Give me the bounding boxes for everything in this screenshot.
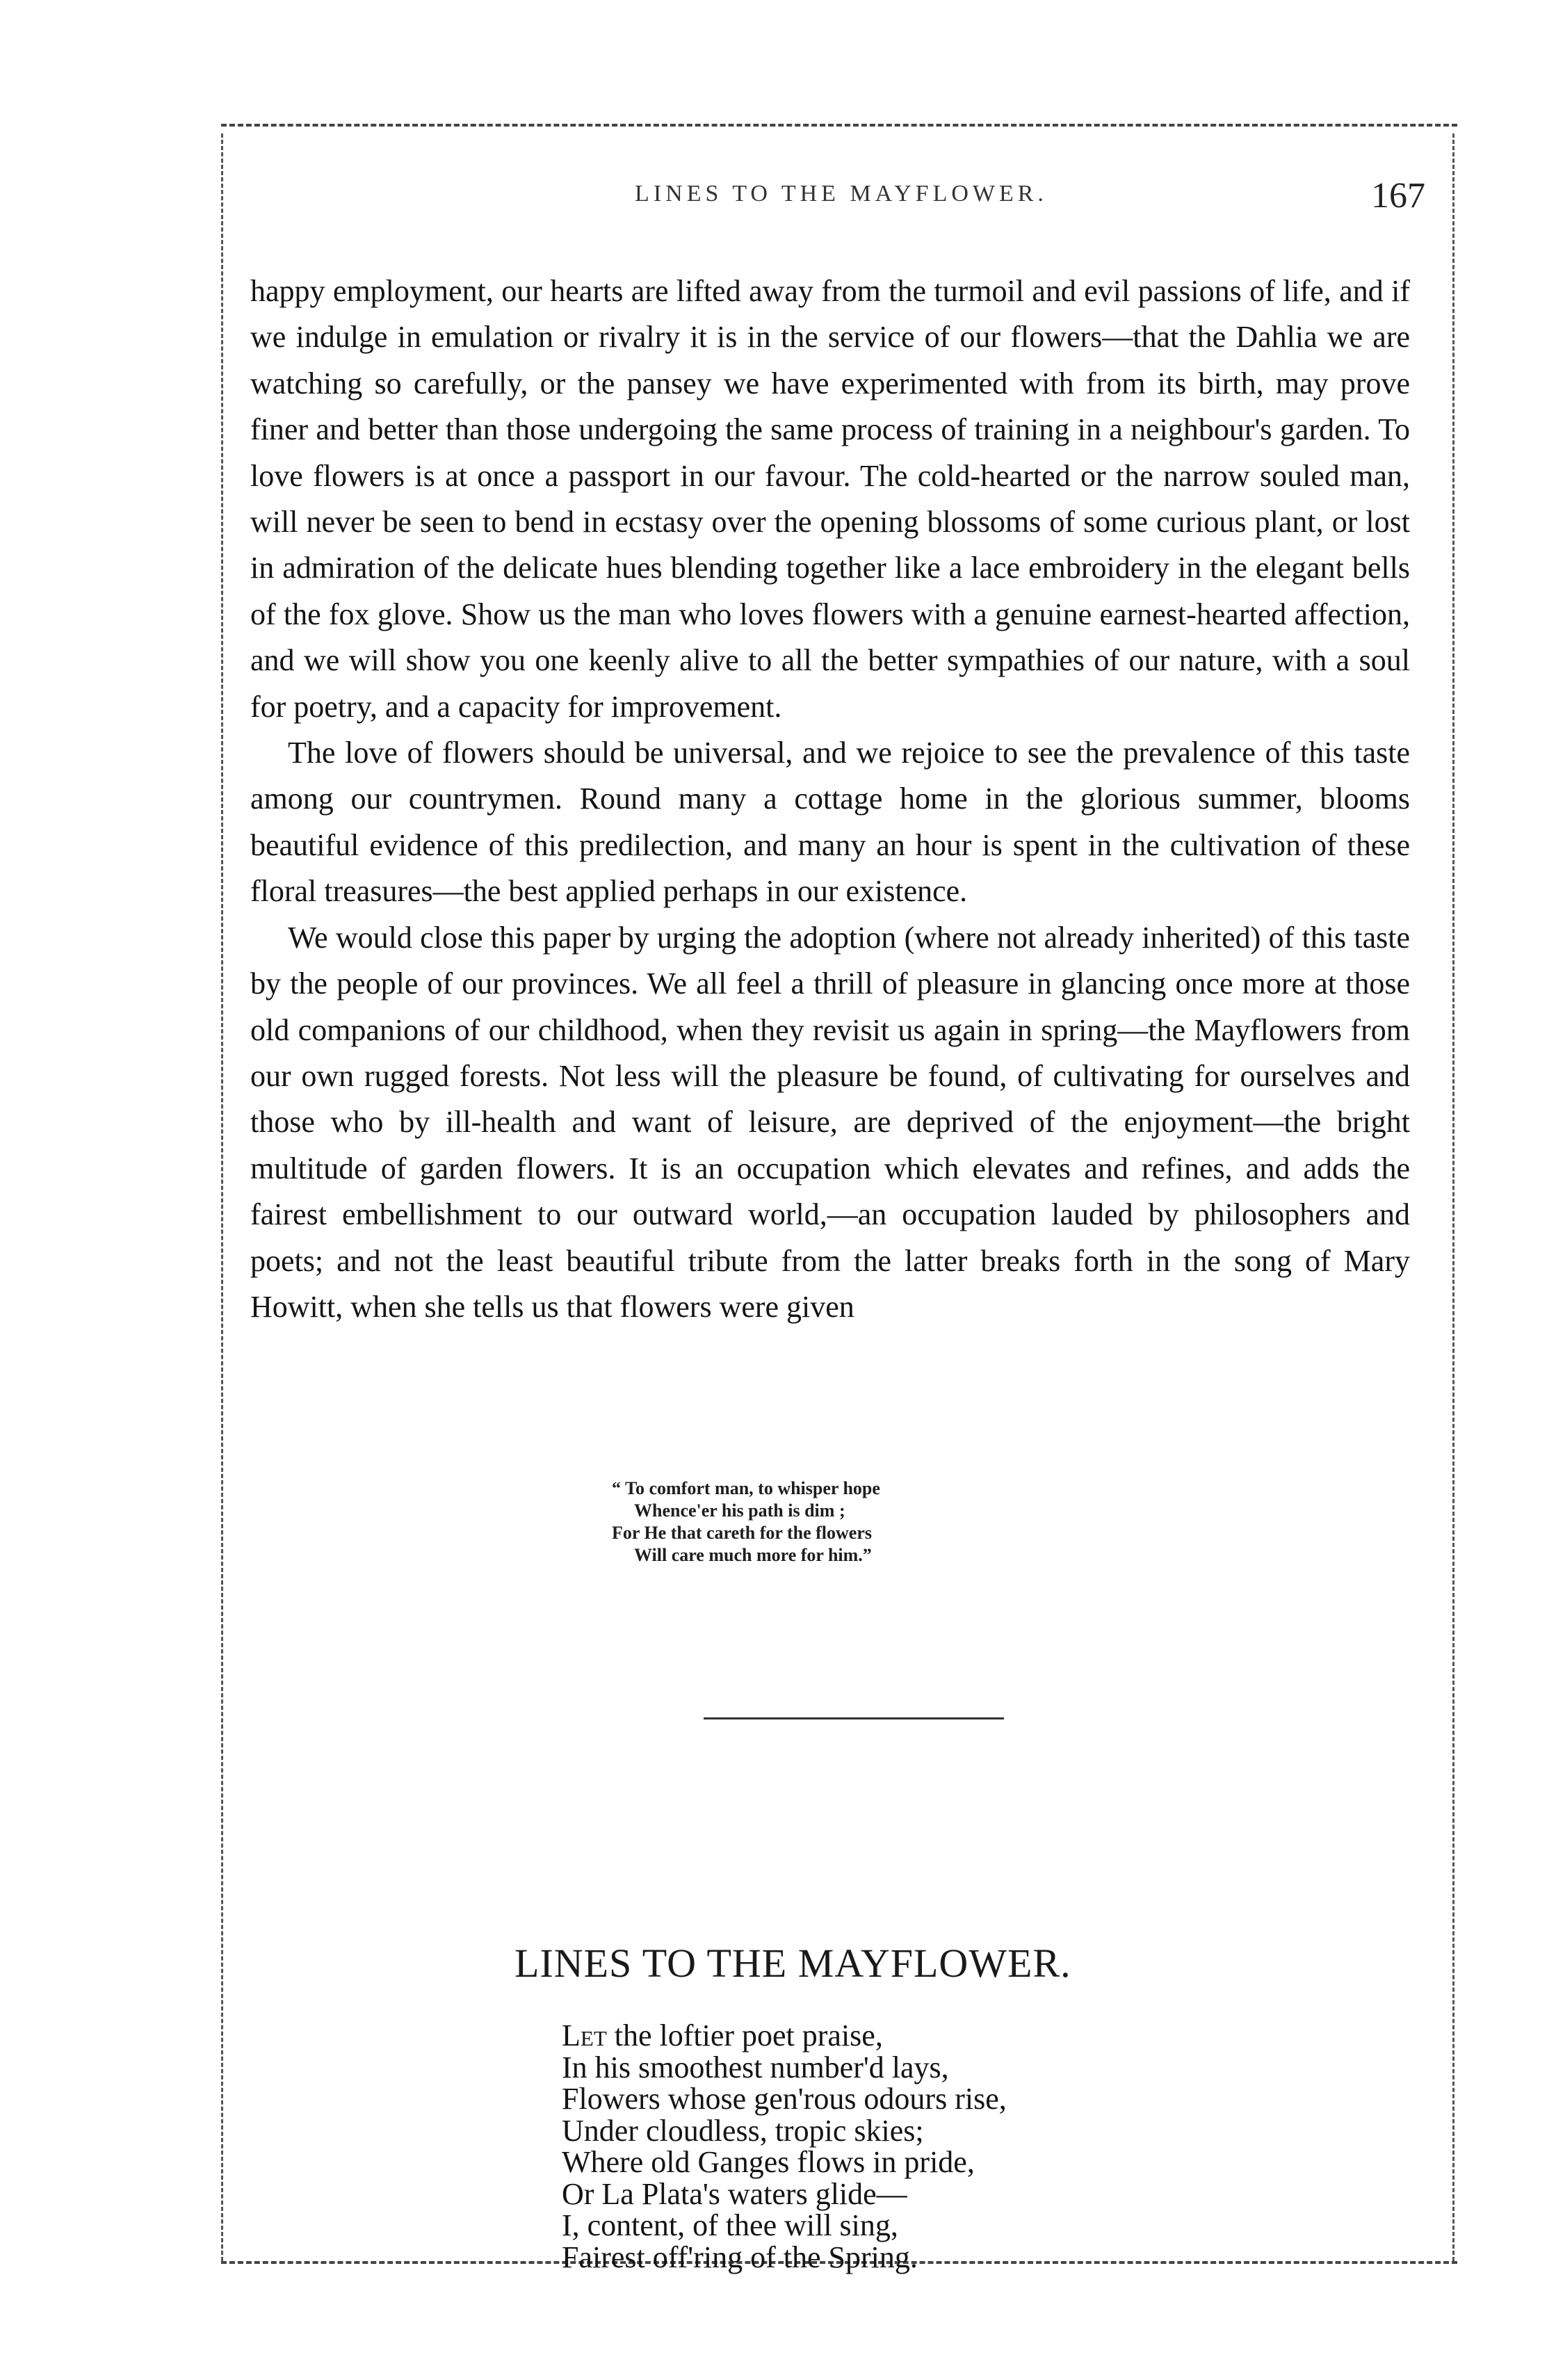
running-head: LINES TO THE MAYFLOWER. — [635, 181, 1048, 207]
paragraph-1: happy employment, our hearts are lifted away from the turmoil and evil passions of life, and if we indulge in emulation or rivalry it is in the service of our flowers—that the Dahlia we are watching so carefully, or the pansey we have experimented with from its birth, may prove finer and better than those undergoing the same process of training in a neighbour's garden. To love flowers is at once a passport in our favour. The cold-hearted or the narrow souled man, will never be seen to bend in ecstasy over the opening blossoms of some curious plant, or lost in admiration of the delicate hues blending together like a lace embroidery in the elegant bells of the fox glove. Show us the man who loves flowers with a genuine earnest-hearted affection, and we will show you one keenly alive to all the better sympathies of our nature, with a soul for poetry, and a capacity for improvement. — [250, 274, 1410, 724]
page-number: 167 — [1371, 176, 1425, 216]
paragraph-3: We would close this paper by urging the adoption (where not already inherited) of this taste by the people of our provinces. We all feel a thrill of pleasure in glancing once more at those old companions of our childhood, when they revisit us again in spring—the Mayflowers from our own rugged forests. Not less will the pleasure be found, of cultivating for ourselves and those who by ill-health and want of leisure, are deprived of the enjoyment—the bright multitude of garden flowers. It is an occupation which elevates and refines, and adds the fairest embellishment to our outward world,—an occupation lauded by philosophers and poets; and not the least beautiful tribute from the latter breaks forth in the song of Mary Howitt, when she tells us that flowers were given — [250, 920, 1410, 1324]
poem-line — [562, 2020, 1007, 2052]
poem-stanza — [562, 2020, 1007, 2273]
top-border-rule — [221, 124, 1457, 127]
howitt-quotation — [612, 1478, 880, 1567]
quote-line: Whence'er his path is dim ; — [634, 1500, 845, 1521]
poem-line: Under cloudless, tropic skies; — [562, 2113, 924, 2148]
quote-line: For He that careth for the flowers — [612, 1523, 873, 1543]
poem-first-line-rest: the loftier poet praise, — [606, 2018, 883, 2053]
poem-line: I, content, of thee will sing, — [562, 2208, 898, 2242]
poem-line: Flowers whose gen'rous odours rise, — [562, 2082, 1007, 2116]
quote-line: Will care much more for him.” — [634, 1545, 872, 1565]
poem-first-word: Let — [562, 2018, 607, 2053]
poem-line: In his smoothest number'd lays, — [562, 2050, 949, 2084]
page-header — [250, 175, 1432, 224]
poem-line: Where old Ganges flows in pride, — [562, 2145, 975, 2179]
paragraph-2: The love of flowers should be universal, and we rejoice to see the prevalence of this taste among our countrymen. Round many a cottage home in the glorious summer, blooms beautiful evidence of this predilection, and many an hour is spent in the cultivation of these floral treasures—the best applied perhaps in our existence. — [250, 736, 1410, 909]
section-divider — [704, 1717, 1004, 1719]
quote-line: “ To comfort man, to whisper hope — [612, 1478, 880, 1498]
article-body — [250, 268, 1410, 1330]
poem-line: Fairest off'ring of the Spring. — [562, 2240, 918, 2274]
poem-line: Or La Plata's waters glide— — [562, 2176, 907, 2211]
poem-title: LINES TO THE MAYFLOWER. — [514, 1941, 1071, 1986]
